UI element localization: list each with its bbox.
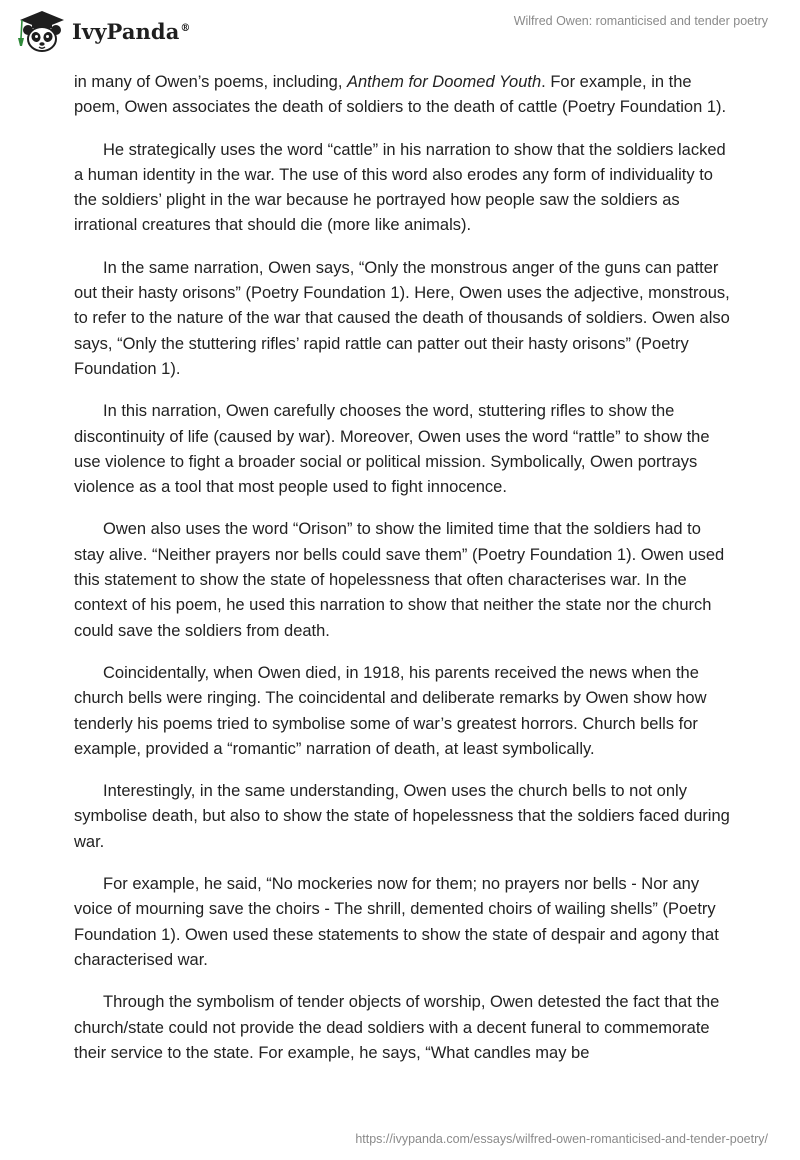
document-title: Wilfred Owen: romanticised and tender poetry bbox=[513, 14, 768, 28]
ivypanda-logo[interactable] bbox=[12, 8, 191, 54]
paragraph-7: Interestingly, in the same understanding, Owen uses the church bells to not only symbolise death, but also to show the state of hopelessness that the soldiers faced during war. bbox=[74, 782, 730, 851]
paragraph-9: Through the symbolism of tender objects of worship, Owen detested the fact that the church/state could not provide the dead soldiers with a decent funeral to commemorate their service to the state. For example, he says, “What candles may be bbox=[74, 993, 720, 1062]
paragraph-2: He strategically uses the word “cattle” in his narration to show that the soldiers lacked a human identity in the war. The use of this word also erodes any form of individuality to the soldiers’ plight in the war because he portrayed how people saw the soldiers as irrational creatures that should die (more like animals). bbox=[74, 140, 726, 235]
paragraph-6: Coincidentally, when Owen died, in 1918, his parents received the news when the church bells were ringing. The coincidental and deliberate remarks by Owen show how tenderly his poems tried to symbolise some of war’s greatest horrors. Church bells for example, provided a “romantic” narration of death, at least symbolically. bbox=[74, 663, 707, 758]
paragraph-4: In this narration, Owen carefully chooses the word, stuttering rifles to show the discontinuity of life (caused by war). Moreover, Owen uses the word “rattle” to show the use violence to fight a broader social or political mission. Symbolically, Owen portrays violence as a tool that most people used to fight innocence. bbox=[74, 402, 710, 497]
paragraph-8: For example, he said, “No mockeries now for them; no prayers nor bells - Nor any voice of mourning save the choirs - The shrill, demented choirs of wailing shells” (Poetry Foundation 1). Owen used these statements to show the state of despair and agony that characterised war. bbox=[74, 875, 719, 969]
essay-body bbox=[74, 70, 734, 1083]
page-header bbox=[0, 0, 800, 70]
poem-title: Anthem for Doomed Youth bbox=[347, 73, 542, 91]
panda-graduate-icon bbox=[12, 8, 66, 54]
source-url[interactable]: https://ivypanda.com/essays/wilfred-owen-romanticised-and-tender-poetry/ bbox=[355, 1132, 768, 1146]
paragraph-5: Owen also uses the word “Orison” to show the limited time that the soldiers had to stay alive. “Neither prayers nor bells could save them” (Poetry Foundation 1). Owen used this statement to show the state of hopelessness that often characterises war. In the context of his poem, he used this narration to show that neither the state nor the church could save the soldiers from death. bbox=[74, 520, 725, 640]
logo-wordmark: IvyPanda® bbox=[72, 18, 191, 44]
paragraph-1: in many of Owen’s poems, including, Anthem for Doomed Youth. For example, in the poem, Owen associates the death of soldiers to the death of cattle (Poetry Foundation 1). bbox=[74, 73, 727, 117]
paragraph-3: In the same narration, Owen says, “Only the monstrous anger of the guns can patter out their hasty orisons” (Poetry Foundation 1). Here, Owen uses the adjective, monstrous, to refer to the nature of the war that caused the death of thousands of soldiers. Owen also says, “Only the stuttering rifles’ rapid rattle can patter out their hasty orisons” (Poetry Foundation 1). bbox=[74, 258, 730, 378]
